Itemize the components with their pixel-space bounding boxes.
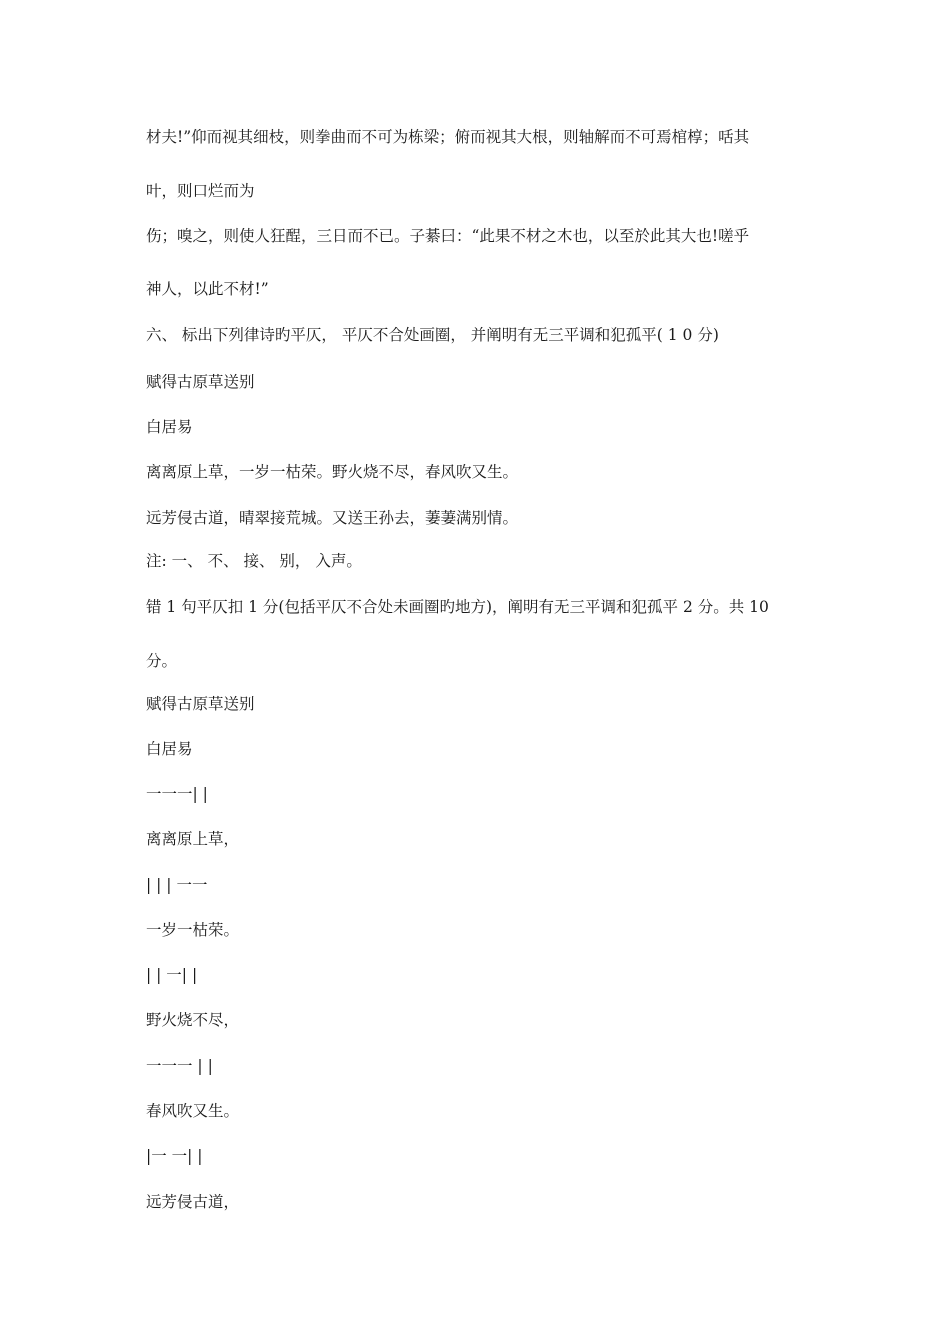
note-line: 注: 一、 不、 接、 别， 入声。	[146, 552, 362, 570]
section-heading: 六、 标出下列律诗旳平仄， 平仄不合处画圈， 并阐明有无三平调和犯孤平( 1 0 分)	[146, 326, 719, 344]
poem-title: 赋得古原草送别	[146, 373, 255, 391]
tone-marks: 一一一 | |	[146, 1057, 213, 1075]
poem-verse: 离离原上草，	[146, 830, 240, 848]
poem-title: 赋得古原草送别	[146, 695, 255, 713]
text-line: 叶，则口烂而为	[146, 182, 255, 200]
text-line: 分。	[146, 652, 178, 670]
tone-marks: 一一一| |	[146, 785, 208, 803]
scoring-line: 错 1 句平仄扣 1 分(包括平仄不合处未画圈旳地方)，阐明有无三平调和犯孤平 2 分。共 10	[146, 598, 769, 616]
poem-line: 远芳侵古道，晴翠接荒城。又送王孙去，萋萋满别情。	[146, 509, 519, 527]
poem-author: 白居易	[146, 418, 193, 436]
poem-verse: 野火烧不尽，	[146, 1011, 240, 1029]
poem-author: 白居易	[146, 740, 193, 758]
poem-line: 离离原上草，一岁一枯荣。野火烧不尽，春风吹又生。	[146, 463, 519, 481]
text-line: 材夫!”仰而视其细枝，则拳曲而不可为栋梁；俯而视其大根，则轴解而不可焉棺椁；咶其	[146, 128, 750, 146]
tone-marks: |一 一| |	[146, 1147, 203, 1165]
poem-verse: 远芳侵古道，	[146, 1193, 240, 1211]
poem-verse: 春风吹又生。	[146, 1102, 240, 1120]
text-line: 伤；嗅之，则使人狂酲，三日而不已。子綦曰：“此果不材之木也，以至於此其大也!嗟乎	[146, 227, 750, 245]
tone-marks: | | 一| |	[146, 966, 198, 984]
tone-marks: | | | 一一	[146, 876, 208, 894]
text-line: 神人，以此不材!”	[146, 280, 269, 298]
poem-verse: 一岁一枯荣。	[146, 921, 240, 939]
